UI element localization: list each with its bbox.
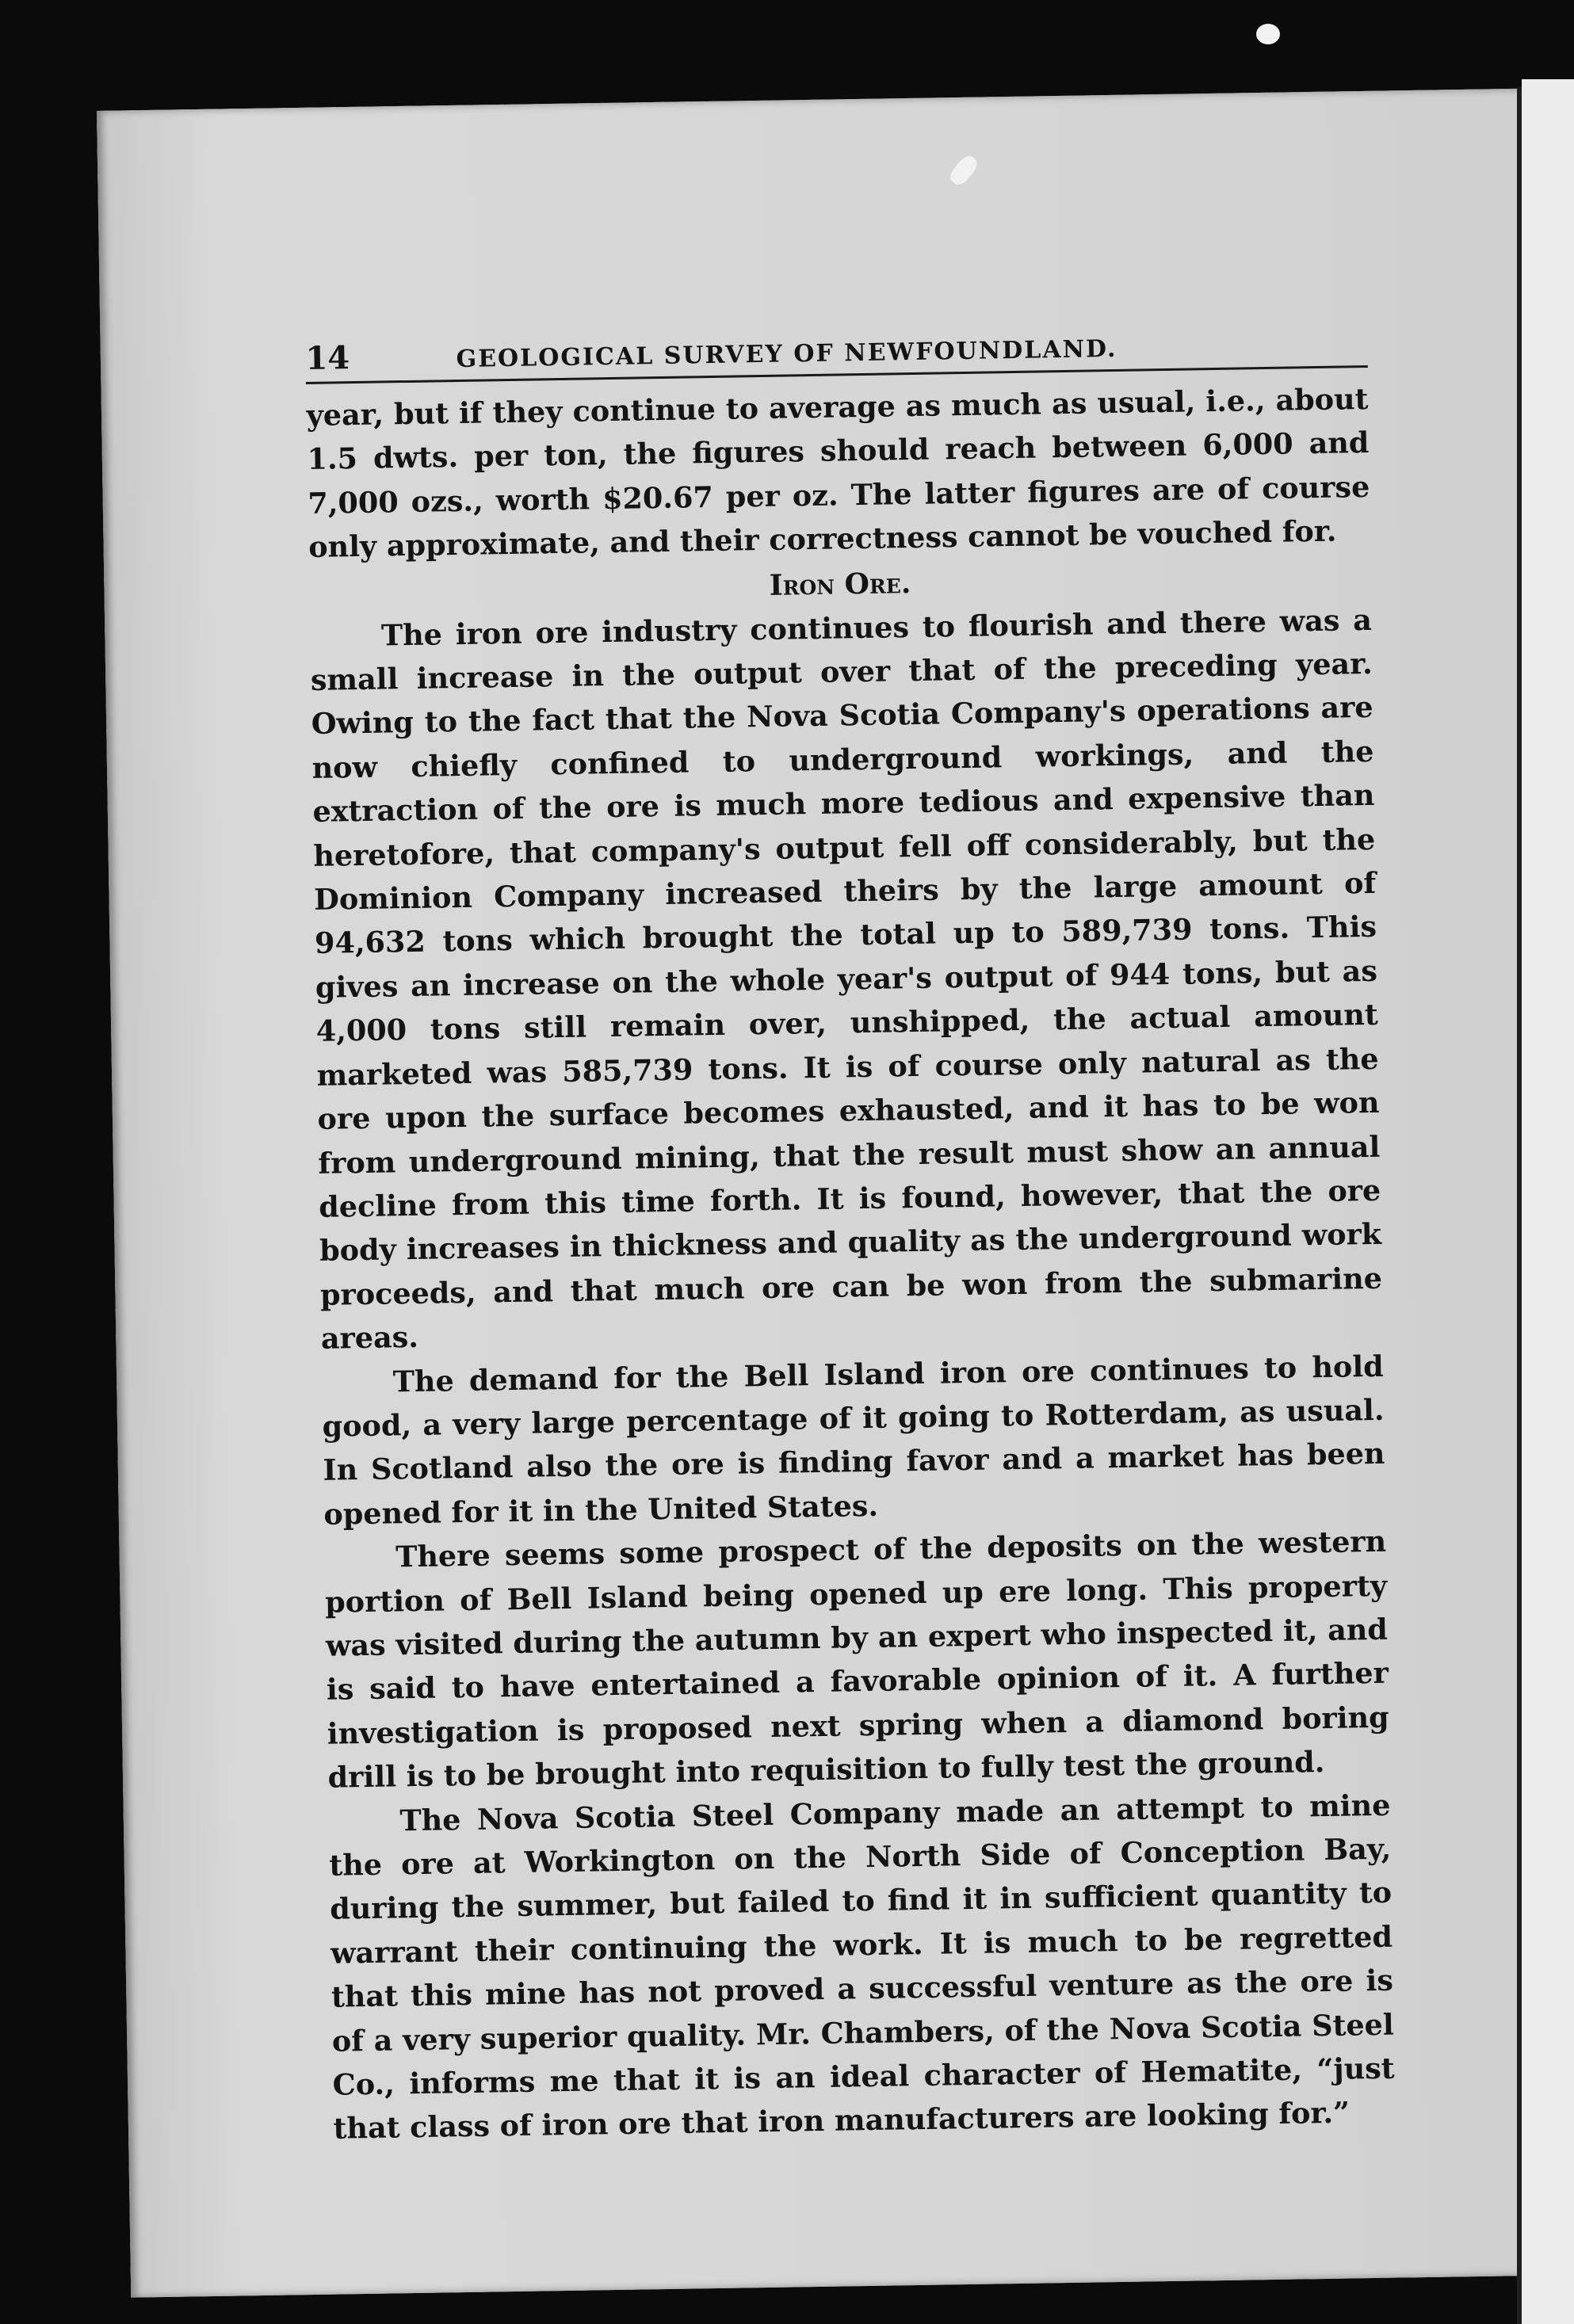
paragraph: The Nova Scotia Steel Company made an attempt to mine the ore at Workington on the North Side of Conception Bay, during the summer, but failed to find it in sufficient quantity to warrant their continuing the work. It is much to be regretted that this mine has not proved a successful venture as the ore is of a very superior quality. Mr. Chambers, of the Nova Scotia Steel Co., informs me that it is an ideal character of Hematite, “just that class of iron ore that iron manufacturers are looking for.”	[329, 1788, 1395, 2147]
paragraph: The iron ore industry continues to flourish and there was a small increase in the output over that of the preceding year. Owing to the fact that the Nova Scotia Company's operations are now chiefly confined to underground workings, and the extraction of the ore is much more tedious and expensive than heretofore, that company's output fell off considerably, but the Dominion Company increased theirs by the large amount of 94,632 tons which brought the total up to 589,739 tons. This gives an increase on the whole year's output of 944 tons, but as 4,000 tons still remain over, unshipped, the actual amount marketed was 585,739 tons. It is of course only natural as the ore upon the surface becomes exhausted, and it has to be won from underground mining, that the result must show an annual decline from this time forth. It is found, however, that the ore body increases in thickness and quality as the underground work proceeds, and that much ore can be won from the submarine areas.	[310, 602, 1383, 1356]
running-title: GEOLOGICAL SURVEY OF NEWFOUNDLAND.	[456, 334, 1117, 374]
facing-page-margin	[1522, 79, 1574, 2324]
section-heading: Iron Ore.	[769, 566, 911, 602]
dust-speck	[1256, 24, 1280, 44]
paragraph: The demand for the Bell Island iron ore continues to hold good, a very large percentage of it going to Rotterdam, as usual. In Scotland also the ore is finding favor and a market has been opened for it in the United States.	[322, 1349, 1385, 1532]
page-number: 14	[305, 339, 350, 377]
paragraph-continued: year, but if they continue to average as much as usual, i.e., about 1.5 dwts. per ton, the figures should reach between 6,000 and 7,000 ozs., worth $20.67 per oz. The latter figures are of course only approximate, and their correctness cannot be vouched for.	[306, 381, 1370, 565]
page-content	[305, 316, 1396, 2151]
paragraph: There seems some prospect of the deposits on the western portion of Bell Island being opened up ere long. This property was visited during the autumn by an expert who inspected it, and is said to have entertained a favorable opinion of it. A further investigation is proposed next spring when a diamond boring drill is to be brought into requisition to fully test the ground.	[324, 1524, 1389, 1795]
body-text	[306, 377, 1396, 2151]
